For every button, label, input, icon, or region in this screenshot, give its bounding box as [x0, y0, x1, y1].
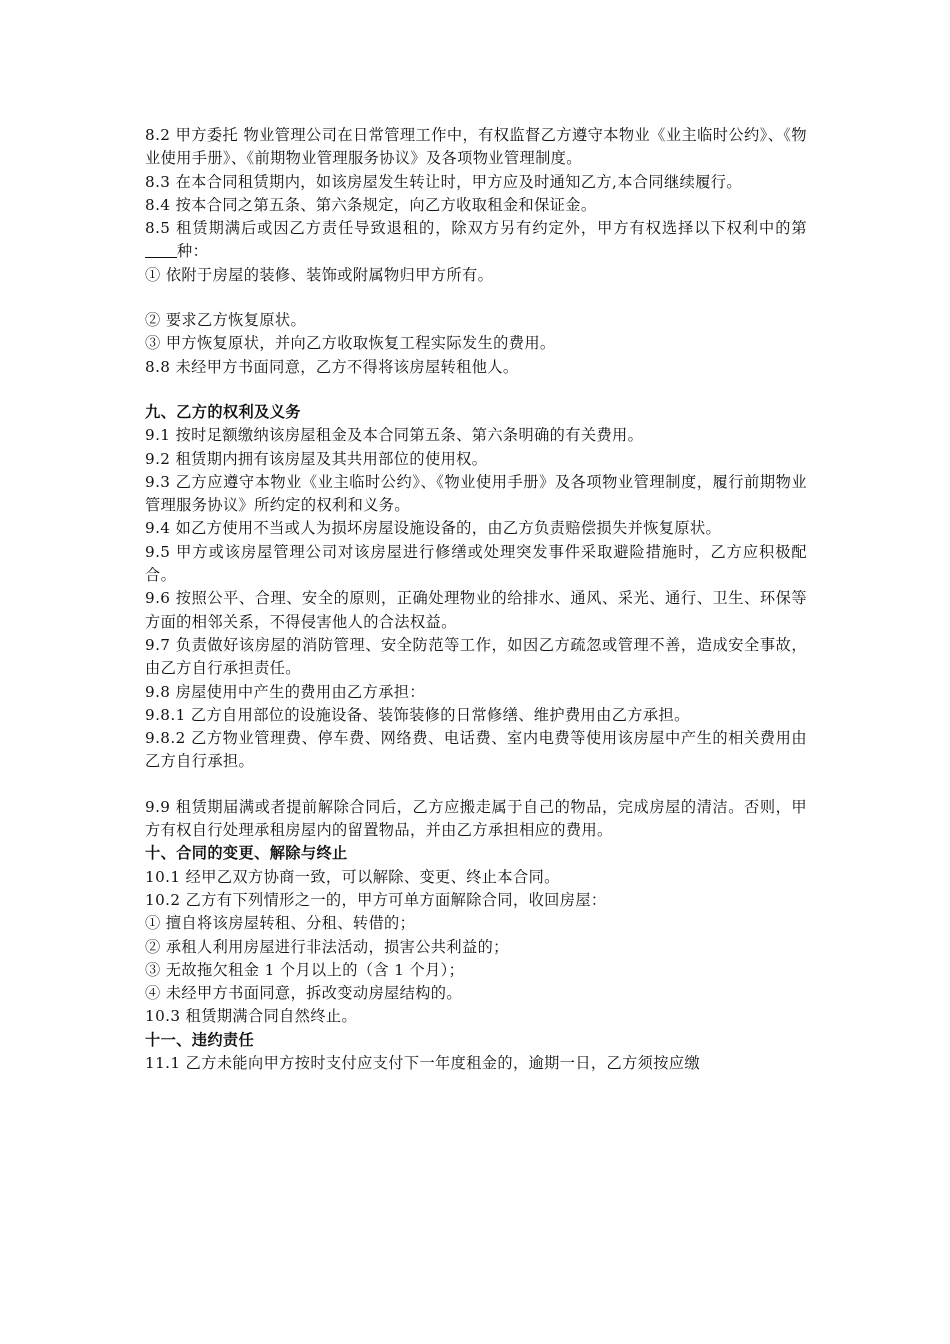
clause-10-2: 10.2 乙方有下列情形之一的，甲方可单方面解除合同，收回房屋： — [145, 890, 607, 909]
clause-8-4: 8.4 按本合同之第五条、第六条规定，向乙方收取租金和保证金。 — [145, 195, 597, 214]
clause-8-2: 8.2 甲方委托 物业管理公司在日常管理工作中，有权监督乙方遵守本物业《业主临时公约》、《物业使用手册》、《前期物业管理服务协议》及各项物业管理制度。 — [145, 126, 807, 168]
clause-9-8-1: 9.8.1 乙方自用部位的设施设备、装饰装修的日常修缮、维护费用由乙方承担。 — [145, 705, 690, 724]
termination-item-2: ② 承租人利用房屋进行非法活动，损害公共利益的； — [145, 937, 509, 956]
clause-9-8-2: 9.8.2 乙方物业管理费、停车费、网络费、电话费、室内电费等使用该房屋中产生的相关费用由乙方自行承担。 — [145, 729, 807, 771]
section-10-heading: 十、合同的变更、解除与终止 — [145, 844, 348, 863]
clause-9-7: 9.7 负责做好该房屋的消防管理、安全防范等工作，如因乙方疏忽或管理不善，造成安全事故，由乙方自行承担责任。 — [145, 635, 807, 678]
spacer — [145, 379, 807, 401]
option-2: ② 要求乙方恢复原状。 — [145, 311, 307, 330]
clause-8-3: 8.3 在本合同租赁期内，如该房屋发生转让时，甲方应及时通知乙方,本合同继续履行。 — [145, 172, 742, 191]
option-3: ③ 甲方恢复原状，并向乙方收取恢复工程实际发生的费用。 — [145, 334, 556, 353]
clause-9-1: 9.1 按时足额缴纳该房屋租金及本合同第五条、第六条明确的有关费用。 — [145, 426, 644, 445]
clause-9-5: 9.5 甲方或该房屋管理公司对该房屋进行修缮或处理突发事件采取避险措施时，乙方应积极配合。 — [145, 542, 807, 585]
clause-8-5 — [145, 217, 807, 264]
section-11-heading: 十一、违约责任 — [145, 1030, 255, 1049]
document-body — [145, 124, 807, 1075]
clause-9-9: 9.9 租赁期届满或者提前解除合同后，乙方应搬走属于自己的物品，完成房屋的清洁。否则，甲方有权自行处理承租房屋内的留置物品，并由乙方承担相应的费用。 — [145, 797, 807, 840]
clause-9-8: 9.8 房屋使用中产生的费用由乙方承担： — [145, 682, 425, 701]
clause-8-5-suffix: 种： — [177, 242, 209, 261]
termination-item-4: ④ 未经甲方书面同意，拆改变动房屋结构的。 — [145, 984, 462, 1003]
termination-item-3: ③ 无故拖欠租金 1 个月以上的（含 1 个月）； — [145, 960, 465, 979]
fill-in-blank — [145, 242, 177, 258]
clause-9-2: 9.2 租赁期内拥有该房屋及其共用部位的使用权。 — [145, 449, 488, 468]
clause-10-1: 10.1 经甲乙双方协商一致，可以解除、变更、终止本合同。 — [145, 867, 560, 886]
clause-11-1: 11.1 乙方未能向甲方按时支付应支付下一年度租金的，逾期一日，乙方须按应缴 — [145, 1053, 701, 1072]
section-9-heading: 九、乙方的权利及义务 — [145, 402, 301, 421]
clause-9-6: 9.6 按照公平、合理、安全的原则，正确处理物业的给排水、通风、采光、通行、卫生、环保等方面的相邻关系，不得侵害他人的合法权益。 — [145, 589, 807, 631]
option-1: ① 依附于房屋的装修、装饰或附属物归甲方所有。 — [145, 265, 494, 284]
termination-item-1: ① 擅自将该房屋转租、分租、转借的； — [145, 914, 416, 933]
clause-8-8: 8.8 未经甲方书面同意，乙方不得将该房屋转租他人。 — [145, 357, 519, 376]
spacer — [145, 287, 807, 309]
spacer — [145, 774, 807, 796]
clause-9-4: 9.4 如乙方使用不当或人为损坏房屋设施设备的，由乙方负责赔偿损失并恢复原状。 — [145, 519, 722, 538]
clause-8-5-text: 8.5 租赁期满后或因乙方责任导致退租的，除双方另有约定外，甲方有权选择以下权利中的第 — [145, 219, 807, 238]
clause-10-3: 10.3 租赁期满合同自然终止。 — [145, 1007, 358, 1026]
clause-9-3: 9.3 乙方应遵守本物业《业主临时公约》、《物业使用手册》及各项物业管理制度，履行前期物业管理服务协议》所约定的权利和义务。 — [145, 472, 807, 515]
